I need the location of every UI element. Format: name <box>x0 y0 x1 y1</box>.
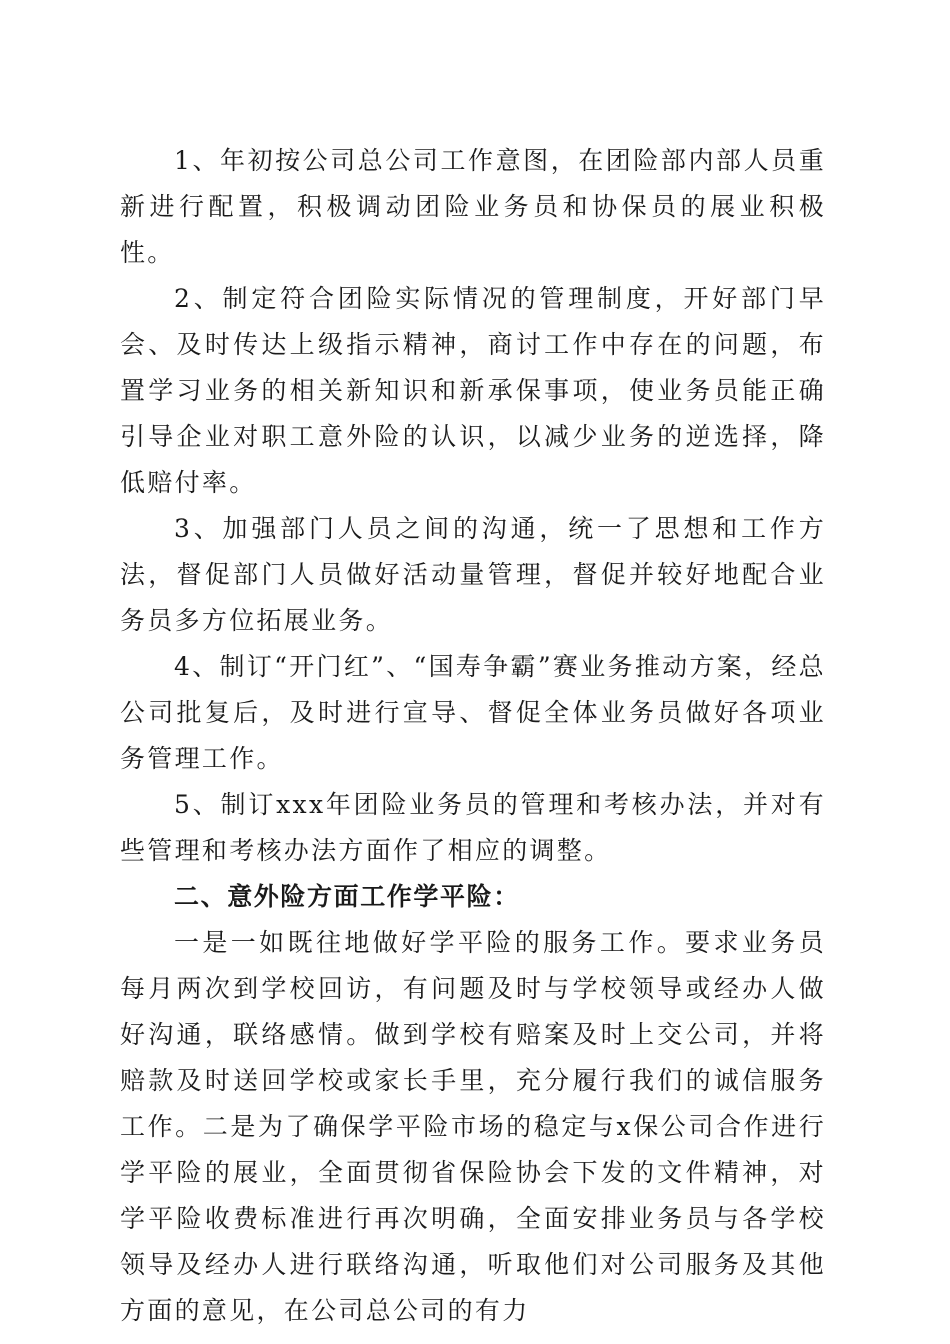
paragraph-item-1: 1、年初按公司总公司工作意图，在团险部内部人员重新进行配置，积极调动团险业务员和协保员的展业积极性。 <box>120 146 826 267</box>
paragraph-item-3: 3、加强部门人员之间的沟通，统一了思想和工作方法，督促部门人员做好活动量管理，督促并较好地配合业务员多方位拓展业务。 <box>120 514 826 635</box>
section-body-paragraph: 一是一如既往地做好学平险的服务工作。要求业务员每月两次到学校回访，有问题及时与学校领导或经办人做好沟通，联络感情。做到学校有赔案及时上交公司，并将赔款及时送回学校或家长手里，充分履行我们的诚信服务工作。二是为了确保学平险市场的稳定与x保公司合作进行学平险的展业，全面贯彻省保险协会下发的文件精神，对学平险收费标准进行再次明确，全面安排业务员与各学校领导及经办人进行联络沟通，听取他们对公司服务及其他方面的意见，在公司总公司的有力 <box>120 928 826 1325</box>
paragraph-item-2: 2、制定符合团险实际情况的管理制度，开好部门早会、及时传达上级指示精神，商讨工作中存在的问题，布置学习业务的相关新知识和新承保事项，使业务员能正确引导企业对职工意外险的认识，以减少业务的逆选择，降低赔付率。 <box>120 284 826 497</box>
section-heading: 二、意外险方面工作学平险： <box>174 882 520 911</box>
paragraph-item-5: 5、制订xxx年团险业务员的管理和考核办法，并对有些管理和考核办法方面作了相应的调整。 <box>120 790 826 865</box>
document-body <box>120 138 826 1334</box>
paragraph-item-4: 4、制订“开门红”、“国寿争霸”赛业务推动方案，经总公司批复后，及时进行宣导、督促全体业务员做好各项业务管理工作。 <box>120 652 826 773</box>
